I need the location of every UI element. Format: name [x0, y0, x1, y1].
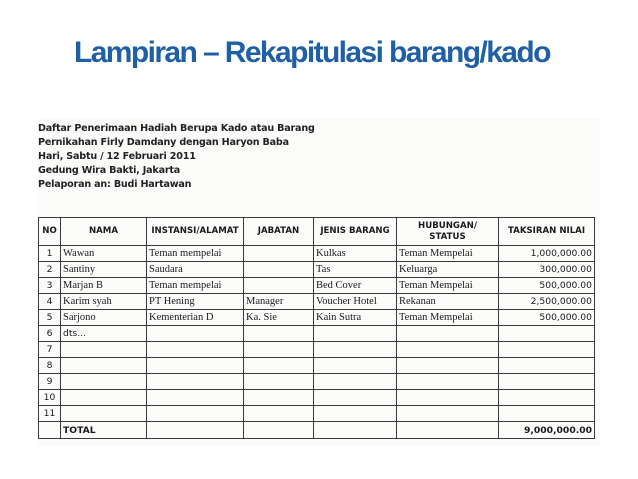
cell-taksiran	[499, 342, 595, 358]
cell-hubungan	[397, 374, 499, 390]
recap-table	[38, 217, 595, 439]
table-row	[39, 390, 595, 406]
cell-nama: Wawan	[61, 246, 147, 262]
cell-taksiran: 1,000,000.00	[499, 246, 595, 262]
header-line: Gedung Wira Bakti, Jakarta	[38, 165, 181, 176]
cell-nama: dts...	[61, 326, 147, 342]
table-row	[39, 374, 595, 390]
cell-no: 10	[39, 390, 61, 406]
column-header-no: NO	[39, 218, 61, 246]
column-header-instansi: INSTANSI/ALAMAT	[147, 218, 244, 246]
total-row	[39, 422, 595, 439]
cell-instansi	[147, 342, 244, 358]
cell-hubungan	[397, 390, 499, 406]
cell-nama	[61, 358, 147, 374]
cell-nama	[61, 374, 147, 390]
cell-jenis-barang: Kulkas	[314, 246, 397, 262]
total-label: TOTAL	[61, 422, 147, 439]
cell-no: 6	[39, 326, 61, 342]
cell-no: 2	[39, 262, 61, 278]
cell-jabatan	[244, 406, 314, 422]
cell-jabatan: Manager	[244, 294, 314, 310]
cell-jenis-barang	[314, 374, 397, 390]
cell-jabatan	[244, 374, 314, 390]
cell-no: 3	[39, 278, 61, 294]
cell-instansi: Teman mempelai	[147, 246, 244, 262]
cell-jabatan	[244, 390, 314, 406]
cell-taksiran	[499, 406, 595, 422]
cell-instansi	[147, 406, 244, 422]
cell-no: 11	[39, 406, 61, 422]
cell-hubungan	[397, 342, 499, 358]
scanned-document	[38, 118, 600, 446]
cell-instansi	[147, 374, 244, 390]
column-header-nama: NAMA	[61, 218, 147, 246]
cell-hubungan: Teman Mempelai	[397, 278, 499, 294]
cell-hubungan: Rekanan	[397, 294, 499, 310]
column-header-hubungan: HUBUNGAN/ STATUS	[397, 218, 499, 246]
cell-jenis-barang: Voucher Hotel	[314, 294, 397, 310]
cell-taksiran: 2,500,000.00	[499, 294, 595, 310]
cell-jabatan	[244, 342, 314, 358]
table-row	[39, 262, 595, 278]
cell-nama: Marjan B	[61, 278, 147, 294]
cell-jabatan: Ka. Sie	[244, 310, 314, 326]
table-row	[39, 358, 595, 374]
cell-nama	[61, 390, 147, 406]
cell-jabatan	[244, 358, 314, 374]
cell-no: 5	[39, 310, 61, 326]
header-line: Pernikahan Firly Damdany dengan Haryon Baba	[38, 137, 289, 148]
cell-jabatan	[244, 326, 314, 342]
table-row	[39, 246, 595, 262]
cell-instansi	[147, 358, 244, 374]
table-row	[39, 310, 595, 326]
table-row	[39, 342, 595, 358]
total-empty-cell	[244, 422, 314, 439]
cell-taksiran: 500,000.00	[499, 310, 595, 326]
column-header-jabatan: JABATAN	[244, 218, 314, 246]
cell-hubungan: Teman Mempelai	[397, 246, 499, 262]
cell-jenis-barang	[314, 390, 397, 406]
cell-jenis-barang: Tas	[314, 262, 397, 278]
cell-no: 1	[39, 246, 61, 262]
cell-hubungan: Keluarga	[397, 262, 499, 278]
cell-jenis-barang	[314, 326, 397, 342]
cell-no: 8	[39, 358, 61, 374]
total-empty-cell	[397, 422, 499, 439]
total-empty-cell	[147, 422, 244, 439]
cell-no: 7	[39, 342, 61, 358]
cell-jenis-barang	[314, 342, 397, 358]
total-no-cell	[39, 422, 61, 439]
cell-taksiran	[499, 358, 595, 374]
table-header-row	[39, 218, 595, 246]
cell-jabatan	[244, 246, 314, 262]
cell-hubungan	[397, 358, 499, 374]
column-header-jenis-barang: JENIS BARANG	[314, 218, 397, 246]
cell-jenis-barang	[314, 406, 397, 422]
header-line: Daftar Penerimaan Hadiah Berupa Kado atau Barang	[38, 123, 315, 134]
cell-nama: Santiny	[61, 262, 147, 278]
header-line: Hari, Sabtu / 12 Februari 2011	[38, 151, 196, 162]
cell-hubungan	[397, 406, 499, 422]
cell-jenis-barang	[314, 358, 397, 374]
cell-no: 9	[39, 374, 61, 390]
cell-nama: Karim syah	[61, 294, 147, 310]
cell-instansi	[147, 326, 244, 342]
table-row	[39, 406, 595, 422]
cell-instansi	[147, 390, 244, 406]
total-value: 9,000,000.00	[499, 422, 595, 439]
cell-nama	[61, 342, 147, 358]
cell-instansi: Saudara	[147, 262, 244, 278]
cell-instansi: Kementerian D	[147, 310, 244, 326]
cell-hubungan: Teman Mempelai	[397, 310, 499, 326]
cell-taksiran	[499, 374, 595, 390]
cell-jenis-barang: Kain Sutra	[314, 310, 397, 326]
table-row	[39, 326, 595, 342]
slide-title: Lampiran – Rekapitulasi barang/kado	[74, 36, 550, 69]
cell-instansi: Teman mempelai	[147, 278, 244, 294]
table-row	[39, 278, 595, 294]
cell-taksiran: 300,000.00	[499, 262, 595, 278]
header-line: Pelaporan an: Budi Hartawan	[38, 179, 192, 190]
cell-jenis-barang: Bed Cover	[314, 278, 397, 294]
table-row	[39, 294, 595, 310]
document-header	[38, 122, 315, 192]
cell-nama: Sarjono	[61, 310, 147, 326]
total-empty-cell	[314, 422, 397, 439]
cell-jabatan	[244, 262, 314, 278]
cell-nama	[61, 406, 147, 422]
cell-hubungan	[397, 326, 499, 342]
column-header-taksiran: TAKSIRAN NILAI	[499, 218, 595, 246]
cell-instansi: PT Hening	[147, 294, 244, 310]
cell-taksiran: 500,000.00	[499, 278, 595, 294]
cell-no: 4	[39, 294, 61, 310]
cell-taksiran	[499, 326, 595, 342]
cell-taksiran	[499, 390, 595, 406]
cell-jabatan	[244, 278, 314, 294]
